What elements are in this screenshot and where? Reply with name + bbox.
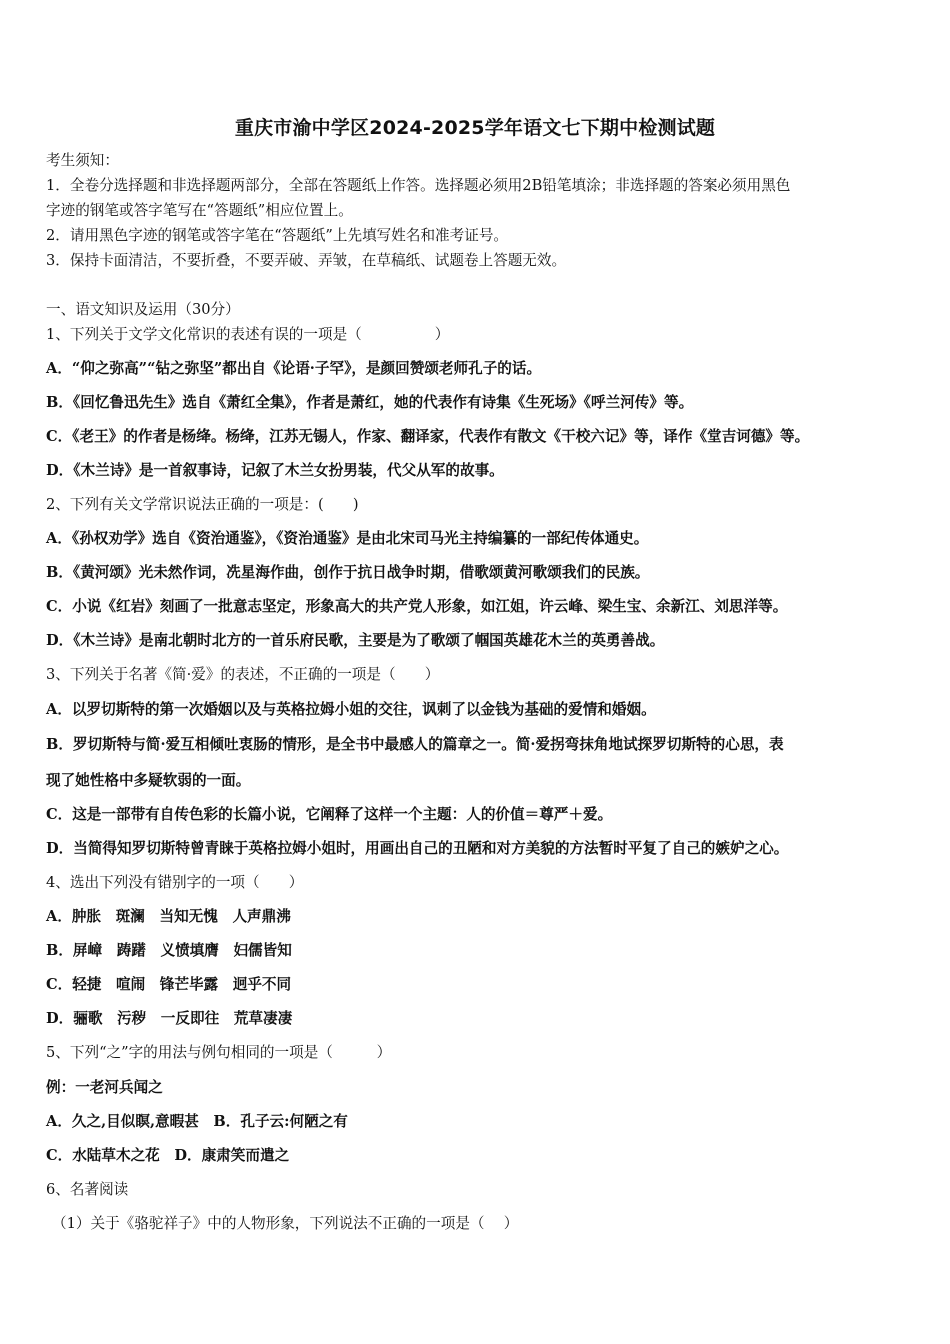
question-3-option-b-line-1: B．罗切斯特与简·爱互相倾吐衷肠的情形，是全书中最感人的篇章之一。简·爱拐弯抹角地试探罗切斯特的心思，表 <box>46 736 784 753</box>
question-1-option-c: C．《老王》的作者是杨绛。杨绛，江苏无锡人，作家、翻译家，代表作有散文《干校六记》等，译作《堂吉诃德》等。 <box>46 428 810 445</box>
question-4-stem: 4、选出下列没有错别字的一项（ ） <box>46 874 304 891</box>
question-5-options-ab: A．久之,目似瞑,意暇甚 B．孔子云:何陋之有 <box>46 1113 348 1130</box>
question-3-stem: 3、下列关于名著《简·爱》的表述，不正确的一项是（ ） <box>46 666 440 683</box>
notice-line-3: 2．请用黑色字迹的钢笔或答字笔在“答题纸”上先填写姓名和准考证号。 <box>46 227 509 244</box>
question-1-option-a: A．“仰之弥高”“钻之弥坚”都出自《论语·子罕》，是颜回赞颂老师孔子的话。 <box>46 360 542 377</box>
question-2-option-b: B．《黄河颂》光未然作词，冼星海作曲，创作于抗日战争时期，借歌颂黄河歌颂我们的民族。 <box>46 564 650 581</box>
question-4-option-d: D．骊歌 污秽 一反即往 荒草凄凄 <box>46 1010 293 1027</box>
question-6-sub-1: （1）关于《骆驼祥子》中的人物形象，下列说法不正确的一项是（ ） <box>52 1215 519 1232</box>
question-4-option-a: A．肿胀 斑澜 当知无愧 人声鼎沸 <box>46 908 291 925</box>
notice-line-1: 1．全卷分选择题和非选择题两部分，全部在答题纸上作答。选择题必须用2B铅笔填涂；非选择题的答案必须用黑色 <box>46 177 791 194</box>
question-4-option-c: C．轻捷 喧闹 锋芒毕露 迥乎不同 <box>46 976 292 993</box>
question-1-option-d: D．《木兰诗》是一首叙事诗，记叙了木兰女扮男装，代父从军的故事。 <box>46 462 504 479</box>
section-heading: 一、语文知识及运用（30分） <box>46 301 240 318</box>
question-6-stem: 6、名著阅读 <box>46 1181 129 1198</box>
question-5-options-cd: C．水陆草木之花 D．康肃笑而遣之 <box>46 1147 290 1164</box>
question-2-option-d: D．《木兰诗》是南北朝时北方的一首乐府民歌，主要是为了歌颂了帼国英雄花木兰的英勇善战。 <box>46 632 665 649</box>
question-2-option-c: C．小说《红岩》刻画了一批意志坚定，形象高大的共产党人形象，如江姐，许云峰、梁生宝、余新江、刘思洋等。 <box>46 598 788 615</box>
question-3-option-d: D．当简得知罗切斯特曾青睐于英格拉姆小姐时，用画出自己的丑陋和对方美貌的方法暂时平复了自己的嫉妒之心。 <box>46 840 789 857</box>
question-3-option-a: A．以罗切斯特的第一次婚姻以及与英格拉姆小姐的交往，讽刺了以金钱为基础的爱情和婚姻。 <box>46 701 656 718</box>
question-3-option-b-line-2: 现了她性格中多疑软弱的一面。 <box>46 772 251 789</box>
question-5-stem: 5、下列“之”字的用法与例句相同的一项是（ ） <box>46 1044 392 1061</box>
question-1-option-b: B．《回忆鲁迅先生》选自《萧红全集》，作者是萧红，她的代表作有诗集《生死场》《呼兰河传》等。 <box>46 394 694 411</box>
notice-line-4: 3．保持卡面清洁，不要折叠，不要弄破、弄皱，在草稿纸、试题卷上答题无效。 <box>46 252 567 269</box>
question-2-stem: 2、下列有关文学常识说法正确的一项是：( ) <box>46 496 359 513</box>
page-title: 重庆市渝中学区2024-2025学年语文七下期中检测试题 <box>234 117 716 139</box>
question-3-option-c: C．这是一部带有自传色彩的长篇小说，它阐释了这样一个主题：人的价值＝尊严＋爱。 <box>46 806 613 823</box>
question-4-option-b: B．屏嶂 踌躇 义愤填膺 妇儒皆知 <box>46 942 292 959</box>
question-2-option-a: A．《孙权劝学》选自《资治通鉴》，《资治通鉴》是由北宋司马光主持编纂的一部纪传体通史。 <box>46 530 649 547</box>
question-1-stem: 1、下列关于文学文化常识的表述有误的一项是（ ） <box>46 326 450 343</box>
question-5-example: 例：一老河兵闻之 <box>46 1079 163 1096</box>
notice-header: 考生须知： <box>46 152 119 169</box>
notice-line-2: 字迹的钢笔或答字笔写在“答题纸”相应位置上。 <box>46 202 353 219</box>
